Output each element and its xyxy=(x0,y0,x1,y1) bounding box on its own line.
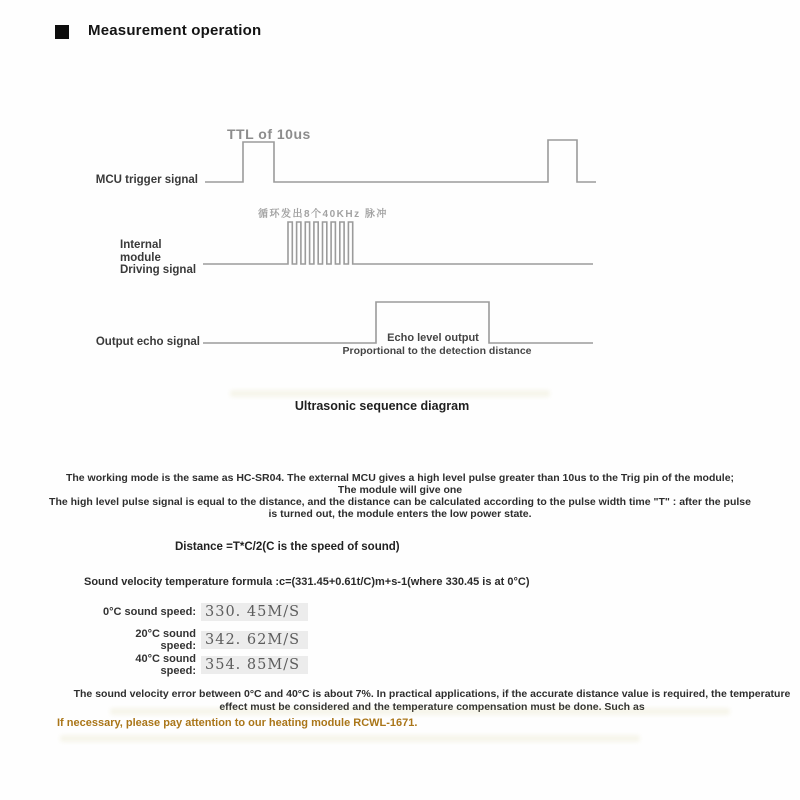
sound-speed-label: 0°C sound speed: xyxy=(102,606,196,618)
sound-velocity-formula: Sound velocity temperature formula :c=(331.45+0.61t/C)m+s-1(where 330.45 is at 0°C) xyxy=(84,576,530,588)
echo-signal-label: Output echo signal xyxy=(95,336,200,348)
echo-annotation-line2: Proportional to the detection distance xyxy=(342,345,532,357)
sound-speed-value: 330. 45M/S xyxy=(201,603,308,621)
sound-speed-row-40c xyxy=(100,653,308,677)
description-line4: is turned out, the module enters the low power state. xyxy=(268,508,532,520)
sound-speed-row-20c xyxy=(100,628,308,652)
sound-speed-value: 354. 85M/S xyxy=(201,656,308,674)
sound-speed-value: 342. 62M/S xyxy=(201,631,308,649)
scan-artifact xyxy=(60,735,640,742)
description-line2: The module will give one xyxy=(337,484,463,496)
sound-speed-label: 20°C sound speed: xyxy=(135,628,196,652)
closing-line2: effect must be considered and the temperature compensation must be done. Such as xyxy=(219,701,645,713)
driving-signal-label-line1: Internal xyxy=(120,239,162,251)
sound-speed-label: 40°C sound speed: xyxy=(135,653,196,677)
heating-module-note: If necessary, please pay attention to our heating module RCWL-1671. xyxy=(57,717,418,729)
driving-signal-label-line3: Driving signal xyxy=(120,264,197,276)
description-line3: The high level pulse signal is equal to the distance, and the distance can be calculated according to the pulse width time "T" : after the pulse xyxy=(49,496,751,508)
trigger-pulse-annotation: TTL of 10us xyxy=(227,126,311,142)
driving-signal-label-line2: module xyxy=(120,251,161,264)
section-bullet-square xyxy=(55,25,69,39)
burst-annotation-chinese: 循环发出8个40KHz 脉冲 xyxy=(258,209,388,220)
sound-speed-row-0c xyxy=(100,603,308,621)
echo-annotation-line1: Echo level output xyxy=(387,332,479,344)
trigger-signal-label: MCU trigger signal xyxy=(95,174,198,186)
closing-line1: The sound velocity error between 0°C and 40°C is about 7%. In practical applications, if the accurate distance value is required, the temperature xyxy=(73,688,791,700)
diagram-caption: Ultrasonic sequence diagram xyxy=(294,399,470,413)
page-title: Measurement operation xyxy=(88,22,262,39)
driving-waveform xyxy=(203,222,593,264)
scan-artifact xyxy=(230,390,550,397)
trigger-waveform xyxy=(205,140,596,182)
distance-formula: Distance =T*C/2(C is the speed of sound) xyxy=(175,541,400,553)
description-paragraph xyxy=(0,472,800,520)
description-line1: The working mode is the same as HC-SR04. The external MCU gives a high level pulse greater than 10us to the Trig pin of the module; xyxy=(65,472,735,484)
scan-artifact xyxy=(110,708,730,715)
driving-signal-label xyxy=(120,239,196,277)
